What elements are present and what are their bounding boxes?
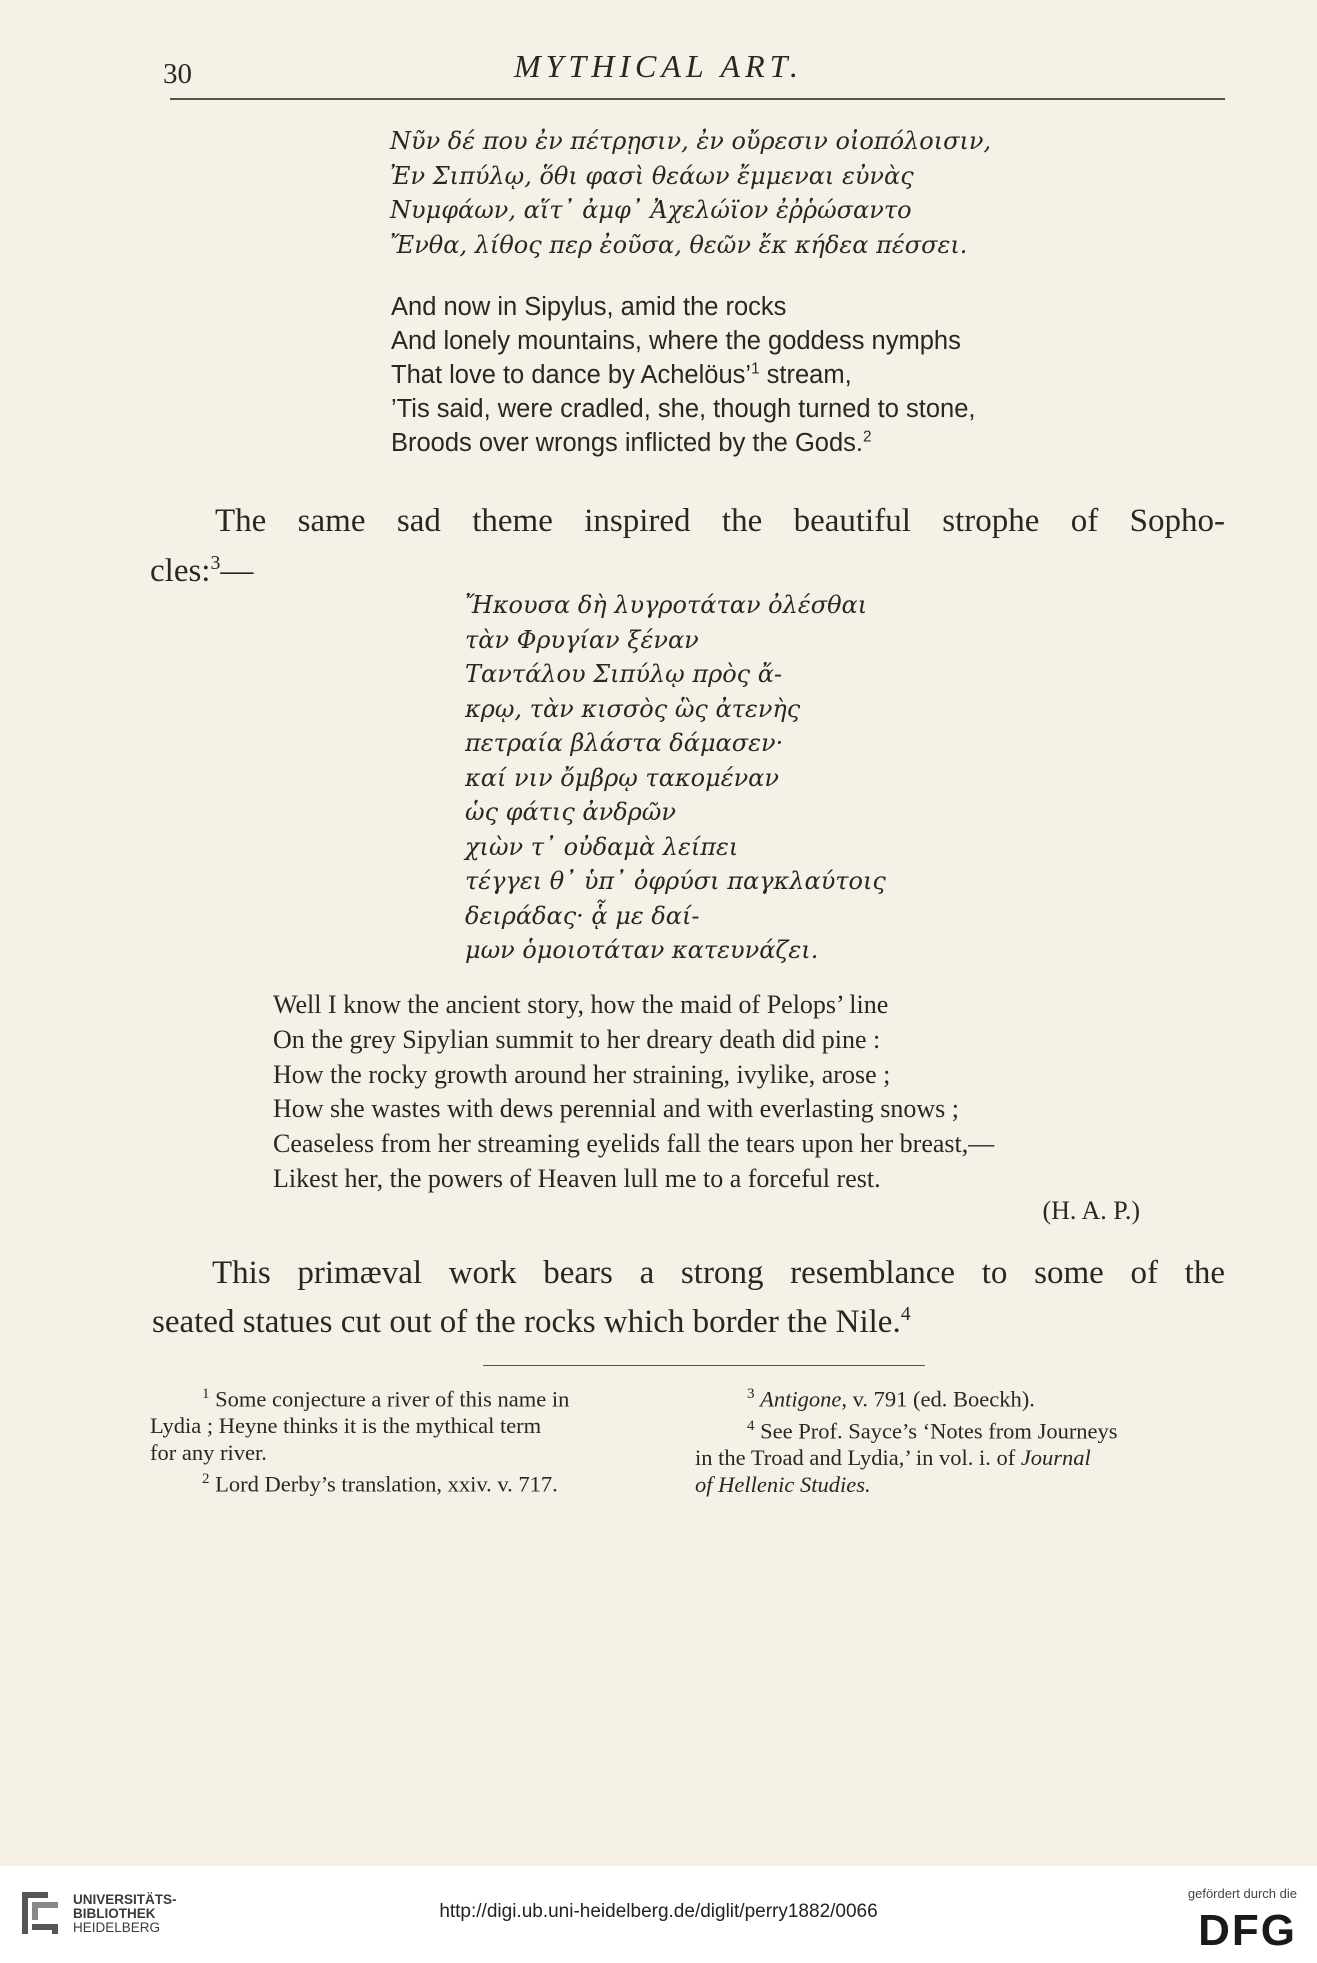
paragraph-nile-line1: This primæval work bears a strong resemblance to some of the — [212, 1255, 1225, 1291]
verse-line — [391, 358, 975, 392]
footnotes-right-column — [695, 1381, 1225, 1498]
greek-line: καί νιν ὄμβρῳ τακομέναν — [465, 763, 779, 792]
greek-line: πετραία βλάστα δάμασεν· — [465, 729, 784, 757]
greek-line: ὡς φάτις ἀνδρῶν — [465, 798, 676, 826]
verse-line: And now in Sipylus, amid the rocks — [391, 293, 787, 321]
footnote-text: See Prof. Sayce’s ‘Notes from Journeys — [760, 1418, 1118, 1444]
footnote-mark: 3 — [747, 1386, 755, 1402]
footnote-1-line: Lydia ; Heyne thinks it is the mythical term — [150, 1413, 542, 1438]
greek-line: μων ὁμοιοτάταν κατευνάζει. — [465, 936, 819, 964]
footnote-ref-3: 3 — [210, 552, 221, 574]
verse-line: And lonely mountains, where the goddess nymphs — [391, 327, 961, 355]
verse-line: ’Tis said, were cradled, she, though turned to stone, — [391, 395, 976, 423]
footnote-mark: 2 — [202, 1471, 210, 1487]
footnote-ref-1: 1 — [751, 360, 760, 378]
library-name-line: UNIVERSITÄTS- — [73, 1892, 177, 1907]
english-verse-translation-2 — [273, 988, 994, 1197]
greek-line: δειράδας· ᾇ με δαί- — [465, 901, 700, 930]
verse-line: How she wastes with dews perennial and with everlasting snows ; — [273, 1094, 959, 1124]
footnotes-left-column — [150, 1381, 665, 1498]
paragraph-text: seated statues cut out of the rocks which border the Nile. — [152, 1304, 901, 1340]
verse-line: Ceaseless from her streaming eyelids fall the tears upon her breast,— — [273, 1129, 995, 1159]
greek-line: Νυμφάων, αἵτ᾽ ἀμφ᾽ Ἀχελώϊον ἐῤῥώσαντο — [390, 196, 912, 224]
digitization-footer — [0, 1866, 1317, 1963]
footnote-3-line — [695, 1381, 1225, 1413]
verse-text: That love to dance by Achelöus’ — [391, 361, 752, 389]
greek-verse-homer — [390, 124, 991, 262]
paragraph-dash: — — [220, 553, 254, 589]
footnote-text: Some conjecture a river of this name in — [215, 1386, 570, 1412]
funded-by-label: gefördert durch die — [1187, 1886, 1297, 1901]
greek-line: Νῦν δέ που ἐν πέτρῃσιν, ἐν οὔρεσιν οἰοπόλοισιν, — [390, 127, 992, 155]
footnote-text: v. 791 (ed. Boeckh). — [846, 1386, 1035, 1412]
verse-line: Likest her, the powers of Heaven lull me to a forceful rest. — [273, 1163, 881, 1193]
footnote-text: in the Troad and Lydia,’ in vol. i. of — [695, 1445, 1021, 1470]
verse-text: Broods over wrongs inflicted by the Gods. — [391, 429, 863, 457]
greek-line: χιὼν τ᾽ οὐδαμὰ λείπει — [465, 832, 739, 861]
paragraph-nile-line2 — [152, 1297, 911, 1347]
header-rule — [170, 98, 1225, 100]
dfg-logo-icon: DFG — [1198, 1906, 1297, 1955]
greek-line: Ἤκουσα δὴ λυγροτάταν ὀλέσθαι — [465, 591, 868, 619]
verse-line: How the rocky growth around her straining, ivylike, arose ; — [273, 1059, 891, 1089]
running-title: MYTHICAL ART. — [513, 48, 804, 84]
verse-line: On the grey Sipylian summit to her dreary death did pine : — [273, 1024, 881, 1054]
greek-line: Ἔνθα, λίθος περ ἐοῦσα, θεῶν ἔκ κήδεα πέσσει. — [390, 230, 968, 259]
footnote-mark: 4 — [747, 1418, 755, 1434]
paragraph-sophocles-line1: The same sad theme inspired the beautiful strophe of Sopho- — [215, 503, 1225, 539]
page-number: 30 — [163, 58, 192, 90]
verse-text: stream, — [759, 361, 852, 389]
footnote-1-line: for any river. — [150, 1439, 267, 1465]
source-url-link[interactable]: http://digi.ub.uni-heidelberg.de/diglit/perry1882/0066 — [439, 1901, 878, 1922]
library-name-line: BIBLIOTHEK — [73, 1906, 156, 1921]
footnote-title: Antigone, — [760, 1386, 847, 1412]
english-verse-translation-1 — [391, 290, 975, 460]
footnote-mark: 1 — [202, 1386, 210, 1402]
footnote-1-line — [150, 1381, 665, 1413]
footnote-text: Lord Derby’s translation, xxiv. v. 717. — [215, 1471, 558, 1497]
footnote-ref-2: 2 — [863, 428, 872, 446]
footnote-rule — [483, 1365, 925, 1366]
footnote-4-line — [695, 1445, 1225, 1472]
greek-line: Ταντάλου Σιπύλῳ πρὸς ἄ- — [465, 660, 783, 688]
library-name-line: HEIDELBERG — [73, 1920, 161, 1935]
footnote-4-line: of Hellenic Studies. — [695, 1471, 871, 1497]
translator-attribution: (H. A. P.) — [1042, 1196, 1140, 1225]
greek-line: τὰν Φρυγίαν ξέναν — [465, 625, 699, 654]
greek-line: κρῳ, τὰν κισσὸς ὣς ἀτενὴς — [465, 694, 801, 723]
greek-strophe-sophocles — [465, 588, 886, 968]
footnote-ref-4: 4 — [900, 1303, 911, 1325]
footnote-4-line — [695, 1413, 1225, 1445]
verse-line — [391, 426, 975, 460]
paragraph-text: cles: — [150, 553, 211, 589]
footnote-2-line — [150, 1466, 665, 1498]
verse-line: Well I know the ancient story, how the maid of Pelops’ line — [273, 990, 889, 1019]
paragraph-sophocles-line2 — [150, 546, 253, 596]
footnote-title: Journal — [1020, 1445, 1091, 1470]
greek-line: τέγγει θ᾽ ὑπ᾽ ὀφρύσι παγκλαύτοις — [465, 867, 886, 895]
greek-line: Ἐν Σιπύλῳ, ὅθι φασὶ θεάων ἔμμεναι εὐνὰς — [390, 161, 914, 190]
